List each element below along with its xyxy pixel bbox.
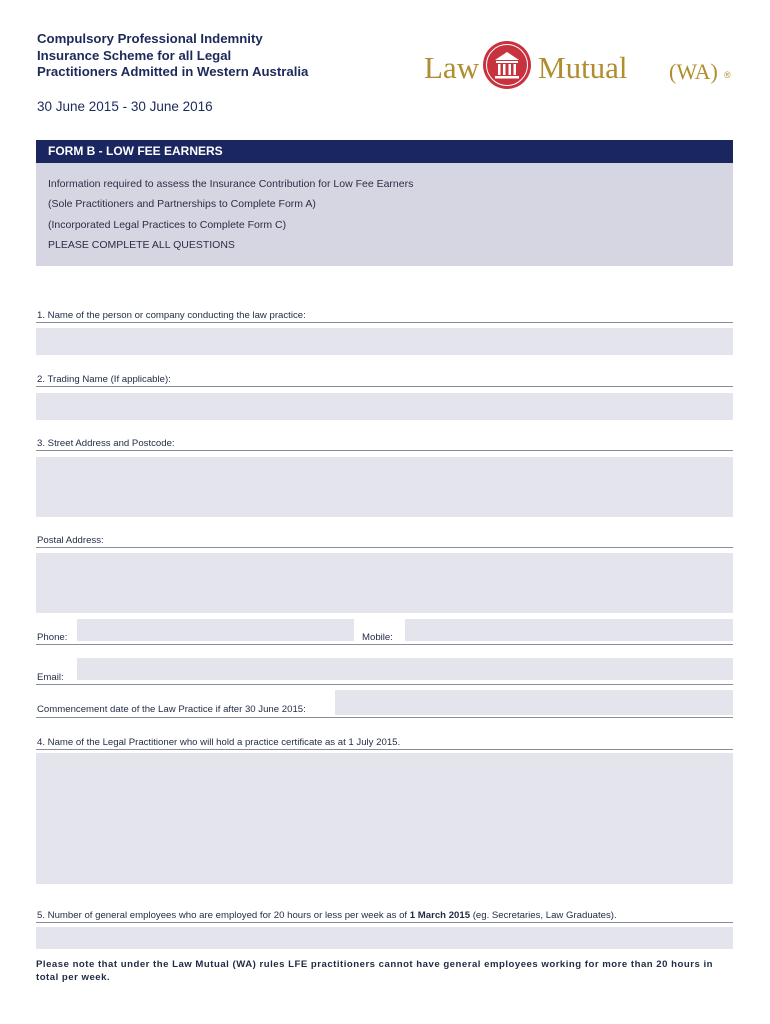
legal-practitioner-field[interactable] xyxy=(36,753,733,884)
form-instructions xyxy=(36,163,733,266)
lfe-note: Please note that under the Law Mutual (WA) rules LFE practitioners cannot have general employees working for more than 20 hours in total per week. xyxy=(36,959,713,983)
employee-count-field[interactable] xyxy=(36,927,733,949)
divider xyxy=(36,922,733,923)
postal-address-label: Postal Address: xyxy=(37,535,104,546)
divider xyxy=(36,322,733,323)
logo-word-mutual: Mutual xyxy=(538,50,628,85)
email-field[interactable] xyxy=(77,658,733,680)
scheme-title xyxy=(37,31,367,81)
mobile-field[interactable] xyxy=(405,619,733,641)
divider xyxy=(36,386,733,387)
q5-label-text: 5. Number of general employees who are employed for 20 hours or less per week as of xyxy=(37,910,410,921)
q1-label: 1. Name of the person or company conducting the law practice: xyxy=(37,310,306,321)
policy-period: 30 June 2015 - 30 June 2016 xyxy=(37,99,213,114)
scheme-title-line-2: Insurance Scheme for all Legal xyxy=(37,47,232,63)
phone-field[interactable] xyxy=(77,619,354,641)
instruction-line: (Incorporated Legal Practices to Complete Form C) xyxy=(48,218,287,231)
scheme-title-line-1: Compulsory Professional Indemnity xyxy=(37,31,263,46)
commencement-date-field[interactable] xyxy=(335,690,733,715)
logo-word-wa: (WA) xyxy=(669,59,718,84)
trading-name-field[interactable] xyxy=(36,393,733,420)
law-mutual-logo xyxy=(422,38,742,94)
q2-label: 2. Trading Name (If applicable): xyxy=(37,374,171,385)
email-label: Email: xyxy=(37,672,64,683)
instruction-line: (Sole Practitioners and Partnerships to Complete Form A) xyxy=(48,198,316,211)
scheme-title-line-3: Practitioners Admitted in Western Australia xyxy=(37,64,309,79)
divider xyxy=(36,717,733,718)
practice-name-field[interactable] xyxy=(36,328,733,355)
phone-label: Phone: xyxy=(37,632,68,643)
instruction-line: PLEASE COMPLETE ALL QUESTIONS xyxy=(48,239,235,252)
street-address-field[interactable] xyxy=(36,457,733,517)
registered-mark: ® xyxy=(724,70,731,80)
divider xyxy=(36,450,733,451)
q3-label: 3. Street Address and Postcode: xyxy=(37,438,175,449)
commencement-label: Commencement date of the Law Practice if after 30 June 2015: xyxy=(37,704,306,715)
q5-date: 1 March 2015 xyxy=(409,910,471,921)
divider xyxy=(36,547,733,548)
instruction-line: Information required to assess the Insurance Contribution for Low Fee Earners xyxy=(48,178,414,190)
divider xyxy=(36,684,733,685)
form-banner: FORM B - LOW FEE EARNERS xyxy=(36,140,733,163)
divider xyxy=(36,749,733,750)
q4-label: 4. Name of the Legal Practitioner who will hold a practice certificate as at 1 July 2015. xyxy=(37,737,401,748)
divider xyxy=(36,644,733,645)
q5-label xyxy=(37,910,617,921)
logo-word-law: Law xyxy=(424,50,480,85)
mobile-label: Mobile: xyxy=(362,632,393,643)
postal-address-field[interactable] xyxy=(36,553,733,613)
q5-label-suffix: (eg. Secretaries, Law Graduates). xyxy=(470,910,617,921)
courthouse-seal-icon xyxy=(482,40,532,90)
